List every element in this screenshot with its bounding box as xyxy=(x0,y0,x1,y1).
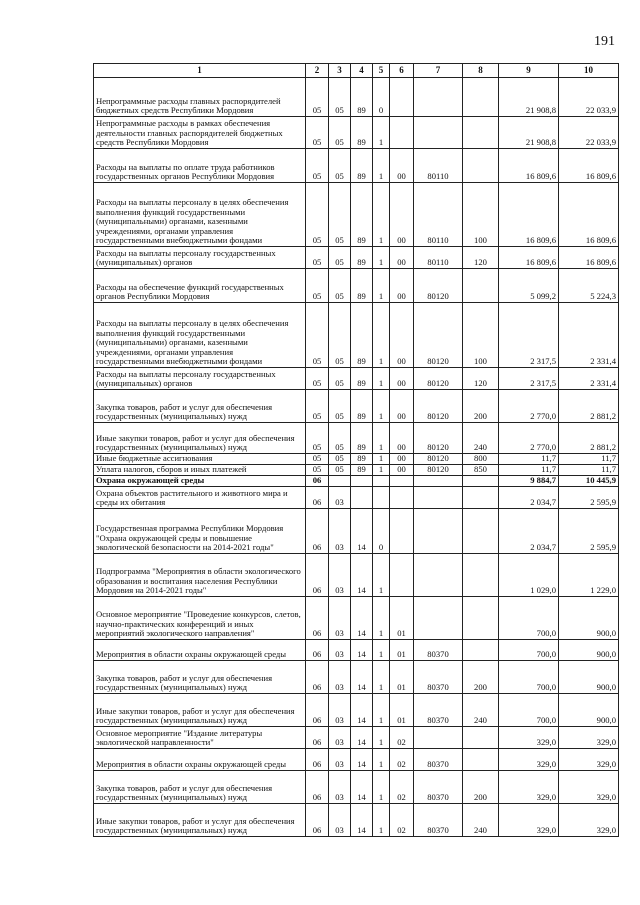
code-program-cell: 89 xyxy=(351,149,373,183)
code-subprogram-cell: 1 xyxy=(373,368,390,390)
amount-year-1-cell: 2 770,0 xyxy=(499,423,559,454)
amount-year-2-cell: 2 595,9 xyxy=(559,509,619,554)
amount-year-1-cell: 11,7 xyxy=(499,465,559,476)
code-subsection-cell: 03 xyxy=(329,749,351,771)
code-subprogram-cell: 1 xyxy=(373,465,390,476)
amount-year-2-cell: 329,0 xyxy=(559,771,619,804)
row-name-cell: Иные закупки товаров, работ и услуг для обеспечения государственных (муниципальных) нужд xyxy=(94,694,306,727)
row-name-cell: Подпрограмма "Мероприятия в области экологического образования и воспитания населения Республики Мордовия на 2014-2021 годы" xyxy=(94,554,306,597)
amount-year-1-cell: 21 908,8 xyxy=(499,117,559,149)
code-section-cell: 06 xyxy=(306,771,329,804)
code-measure-cell: 00 xyxy=(390,149,414,183)
code-program-cell: 89 xyxy=(351,454,373,465)
code-direction-cell: 80370 xyxy=(414,749,463,771)
amount-year-2-cell: 16 809,6 xyxy=(559,149,619,183)
code-section-cell: 05 xyxy=(306,390,329,423)
code-direction-cell: 80370 xyxy=(414,640,463,661)
code-subsection-cell: 05 xyxy=(329,78,351,117)
code-direction-cell xyxy=(414,476,463,487)
code-subprogram-cell: 0 xyxy=(373,509,390,554)
amount-year-1-cell: 16 809,6 xyxy=(499,247,559,269)
code-subprogram-cell: 1 xyxy=(373,694,390,727)
table-row xyxy=(94,247,619,269)
header-cell: 2 xyxy=(306,64,329,78)
code-program-cell xyxy=(351,487,373,509)
code-subprogram-cell xyxy=(373,487,390,509)
table-row xyxy=(94,509,619,554)
code-section-cell: 06 xyxy=(306,694,329,727)
row-name-cell: Мероприятия в области охраны окружающей среды xyxy=(94,749,306,771)
budget-table xyxy=(93,63,619,837)
amount-year-2-cell: 329,0 xyxy=(559,727,619,749)
table-row xyxy=(94,804,619,837)
table-row xyxy=(94,183,619,247)
code-expense-type-cell: 100 xyxy=(463,303,499,368)
code-expense-type-cell xyxy=(463,509,499,554)
code-expense-type-cell xyxy=(463,597,499,640)
code-program-cell: 14 xyxy=(351,727,373,749)
amount-year-2-cell: 16 809,6 xyxy=(559,183,619,247)
row-name-cell: Охрана окружающей среды xyxy=(94,476,306,487)
row-name-cell: Непрограммные расходы в рамках обеспечения деятельности главных распорядителей бюджетных средств Республики Мордовия xyxy=(94,117,306,149)
code-direction-cell: 80120 xyxy=(414,454,463,465)
code-direction-cell: 80370 xyxy=(414,771,463,804)
code-section-cell: 05 xyxy=(306,303,329,368)
code-subsection-cell: 03 xyxy=(329,727,351,749)
code-program-cell: 14 xyxy=(351,804,373,837)
table-row xyxy=(94,117,619,149)
amount-year-2-cell: 900,0 xyxy=(559,597,619,640)
amount-year-2-cell: 329,0 xyxy=(559,804,619,837)
header-cell: 1 xyxy=(94,64,306,78)
code-expense-type-cell xyxy=(463,640,499,661)
amount-year-1-cell: 11,7 xyxy=(499,454,559,465)
table-row xyxy=(94,269,619,303)
code-subsection-cell: 05 xyxy=(329,247,351,269)
code-subprogram-cell: 1 xyxy=(373,597,390,640)
code-program-cell: 89 xyxy=(351,183,373,247)
code-direction-cell xyxy=(414,78,463,117)
code-expense-type-cell: 120 xyxy=(463,247,499,269)
code-direction-cell: 80370 xyxy=(414,694,463,727)
code-direction-cell: 80370 xyxy=(414,661,463,694)
code-subsection-cell: 03 xyxy=(329,771,351,804)
code-expense-type-cell: 850 xyxy=(463,465,499,476)
code-subprogram-cell: 1 xyxy=(373,554,390,597)
code-program-cell: 89 xyxy=(351,368,373,390)
amount-year-2-cell: 22 033,9 xyxy=(559,117,619,149)
row-name-cell: Иные бюджетные ассигнования xyxy=(94,454,306,465)
amount-year-1-cell: 21 908,8 xyxy=(499,78,559,117)
amount-year-1-cell: 2 034,7 xyxy=(499,487,559,509)
code-measure-cell: 00 xyxy=(390,423,414,454)
amount-year-2-cell: 900,0 xyxy=(559,661,619,694)
amount-year-2-cell: 1 229,0 xyxy=(559,554,619,597)
code-section-cell: 05 xyxy=(306,465,329,476)
code-measure-cell: 01 xyxy=(390,661,414,694)
code-direction-cell xyxy=(414,597,463,640)
code-direction-cell xyxy=(414,554,463,597)
code-measure-cell: 00 xyxy=(390,183,414,247)
code-expense-type-cell xyxy=(463,476,499,487)
amount-year-2-cell: 22 033,9 xyxy=(559,78,619,117)
code-subsection-cell: 03 xyxy=(329,640,351,661)
row-name-cell: Расходы на выплаты персоналу государственных (муниципальных) органов xyxy=(94,368,306,390)
amount-year-1-cell: 2 770,0 xyxy=(499,390,559,423)
code-direction-cell: 80120 xyxy=(414,390,463,423)
code-section-cell: 05 xyxy=(306,78,329,117)
amount-year-2-cell: 5 224,3 xyxy=(559,269,619,303)
row-name-cell: Закупка товаров, работ и услуг для обеспечения государственных (муниципальных) нужд xyxy=(94,771,306,804)
row-name-cell: Иные закупки товаров, работ и услуг для обеспечения государственных (муниципальных) нужд xyxy=(94,423,306,454)
code-section-cell: 05 xyxy=(306,269,329,303)
amount-year-1-cell: 329,0 xyxy=(499,749,559,771)
code-subsection-cell: 05 xyxy=(329,368,351,390)
amount-year-1-cell: 700,0 xyxy=(499,640,559,661)
code-subprogram-cell: 0 xyxy=(373,78,390,117)
table-row xyxy=(94,390,619,423)
code-program-cell: 14 xyxy=(351,640,373,661)
code-section-cell: 05 xyxy=(306,149,329,183)
code-measure-cell xyxy=(390,509,414,554)
amount-year-1-cell: 1 029,0 xyxy=(499,554,559,597)
code-measure-cell xyxy=(390,554,414,597)
table-row xyxy=(94,771,619,804)
header-row xyxy=(94,64,619,78)
code-subsection-cell: 03 xyxy=(329,597,351,640)
table-row xyxy=(94,476,619,487)
code-section-cell: 06 xyxy=(306,509,329,554)
amount-year-2-cell: 11,7 xyxy=(559,465,619,476)
table-row xyxy=(94,423,619,454)
code-subprogram-cell: 1 xyxy=(373,749,390,771)
table-row xyxy=(94,694,619,727)
code-expense-type-cell: 800 xyxy=(463,454,499,465)
code-measure-cell xyxy=(390,117,414,149)
code-program-cell: 89 xyxy=(351,423,373,454)
code-subsection-cell: 05 xyxy=(329,423,351,454)
code-expense-type-cell: 100 xyxy=(463,183,499,247)
code-subsection-cell: 05 xyxy=(329,454,351,465)
code-program-cell: 14 xyxy=(351,554,373,597)
code-subsection-cell: 03 xyxy=(329,661,351,694)
amount-year-1-cell: 700,0 xyxy=(499,597,559,640)
amount-year-1-cell: 16 809,6 xyxy=(499,183,559,247)
code-expense-type-cell: 200 xyxy=(463,390,499,423)
code-program-cell xyxy=(351,476,373,487)
code-subsection-cell xyxy=(329,476,351,487)
amount-year-2-cell: 900,0 xyxy=(559,694,619,727)
code-expense-type-cell: 240 xyxy=(463,423,499,454)
row-name-cell: Расходы на выплаты персоналу государственных (муниципальных) органов xyxy=(94,247,306,269)
code-measure-cell: 00 xyxy=(390,454,414,465)
code-measure-cell xyxy=(390,476,414,487)
amount-year-1-cell: 2 317,5 xyxy=(499,368,559,390)
code-subsection-cell: 03 xyxy=(329,487,351,509)
amount-year-1-cell: 329,0 xyxy=(499,804,559,837)
code-subprogram-cell: 1 xyxy=(373,804,390,837)
code-direction-cell xyxy=(414,487,463,509)
code-subprogram-cell: 1 xyxy=(373,390,390,423)
table-row xyxy=(94,554,619,597)
code-expense-type-cell xyxy=(463,78,499,117)
row-name-cell: Непрограммные расходы главных распорядителей бюджетных средств Республики Мордовия xyxy=(94,78,306,117)
amount-year-2-cell: 329,0 xyxy=(559,749,619,771)
amount-year-2-cell: 2 331,4 xyxy=(559,368,619,390)
code-section-cell: 06 xyxy=(306,727,329,749)
row-name-cell: Уплата налогов, сборов и иных платежей xyxy=(94,465,306,476)
code-subprogram-cell: 1 xyxy=(373,149,390,183)
amount-year-1-cell: 329,0 xyxy=(499,771,559,804)
code-program-cell: 89 xyxy=(351,117,373,149)
code-section-cell: 06 xyxy=(306,661,329,694)
table-row xyxy=(94,749,619,771)
row-name-cell: Расходы на обеспечение функций государственных органов Республики Мордовия xyxy=(94,269,306,303)
table-row xyxy=(94,303,619,368)
table-row xyxy=(94,640,619,661)
row-name-cell: Расходы на выплаты по оплате труда работников государственных органов Республики Мордовия xyxy=(94,149,306,183)
table-row xyxy=(94,727,619,749)
code-measure-cell: 00 xyxy=(390,465,414,476)
code-direction-cell: 80120 xyxy=(414,303,463,368)
code-expense-type-cell: 200 xyxy=(463,771,499,804)
amount-year-1-cell: 9 884,7 xyxy=(499,476,559,487)
code-measure-cell: 00 xyxy=(390,390,414,423)
code-measure-cell: 00 xyxy=(390,247,414,269)
amount-year-1-cell: 329,0 xyxy=(499,727,559,749)
code-measure-cell: 01 xyxy=(390,694,414,727)
code-section-cell: 06 xyxy=(306,487,329,509)
code-subprogram-cell: 1 xyxy=(373,183,390,247)
header-cell: 5 xyxy=(373,64,390,78)
code-program-cell: 14 xyxy=(351,694,373,727)
code-expense-type-cell xyxy=(463,117,499,149)
code-measure-cell: 02 xyxy=(390,804,414,837)
code-program-cell: 89 xyxy=(351,247,373,269)
code-program-cell: 14 xyxy=(351,771,373,804)
code-program-cell: 89 xyxy=(351,303,373,368)
code-expense-type-cell: 240 xyxy=(463,694,499,727)
row-name-cell: Иные закупки товаров, работ и услуг для обеспечения государственных (муниципальных) нужд xyxy=(94,804,306,837)
code-program-cell: 14 xyxy=(351,749,373,771)
code-direction-cell xyxy=(414,117,463,149)
code-measure-cell: 00 xyxy=(390,303,414,368)
code-program-cell: 89 xyxy=(351,269,373,303)
row-name-cell: Расходы на выплаты персоналу в целях обеспечения выполнения функций государственными (муниципальными) органами, казенными учреждениями, органами управления государственными внебюджетными фондами xyxy=(94,303,306,368)
table-row xyxy=(94,368,619,390)
code-expense-type-cell xyxy=(463,269,499,303)
code-section-cell: 06 xyxy=(306,597,329,640)
code-program-cell: 89 xyxy=(351,390,373,423)
code-subsection-cell: 03 xyxy=(329,804,351,837)
code-expense-type-cell: 200 xyxy=(463,661,499,694)
code-measure-cell: 01 xyxy=(390,640,414,661)
code-subsection-cell: 05 xyxy=(329,117,351,149)
amount-year-2-cell: 2 331,4 xyxy=(559,303,619,368)
code-measure-cell: 01 xyxy=(390,597,414,640)
header-cell: 7 xyxy=(414,64,463,78)
code-direction-cell: 80120 xyxy=(414,269,463,303)
code-measure-cell: 00 xyxy=(390,368,414,390)
code-direction-cell: 80110 xyxy=(414,183,463,247)
amount-year-2-cell: 2 881,2 xyxy=(559,423,619,454)
code-direction-cell: 80370 xyxy=(414,804,463,837)
amount-year-2-cell: 2 881,2 xyxy=(559,390,619,423)
code-section-cell: 06 xyxy=(306,640,329,661)
code-section-cell: 05 xyxy=(306,247,329,269)
code-subprogram-cell: 1 xyxy=(373,423,390,454)
code-subsection-cell: 05 xyxy=(329,149,351,183)
code-expense-type-cell xyxy=(463,149,499,183)
code-program-cell: 14 xyxy=(351,509,373,554)
amount-year-2-cell: 900,0 xyxy=(559,640,619,661)
code-subprogram-cell: 1 xyxy=(373,661,390,694)
header-cell: 6 xyxy=(390,64,414,78)
row-name-cell: Основное мероприятие "Проведение конкурсов, слетов, научно-практических конференций и иных мероприятий экологического направления" xyxy=(94,597,306,640)
code-section-cell: 05 xyxy=(306,117,329,149)
code-section-cell: 06 xyxy=(306,476,329,487)
table-row xyxy=(94,465,619,476)
row-name-cell: Охрана объектов растительного и животного мира и среды их обитания xyxy=(94,487,306,509)
code-subprogram-cell: 1 xyxy=(373,771,390,804)
code-section-cell: 06 xyxy=(306,749,329,771)
code-subprogram-cell: 1 xyxy=(373,117,390,149)
row-name-cell: Мероприятия в области охраны окружающей среды xyxy=(94,640,306,661)
row-name-cell: Закупка товаров, работ и услуг для обеспечения государственных (муниципальных) нужд xyxy=(94,390,306,423)
row-name-cell: Государственная программа Республики Мордовия "Охрана окружающей среды и повышение экологической безопасности на 2014-2021 годы" xyxy=(94,509,306,554)
code-program-cell: 89 xyxy=(351,78,373,117)
code-subsection-cell: 03 xyxy=(329,554,351,597)
table-row xyxy=(94,487,619,509)
code-direction-cell xyxy=(414,727,463,749)
code-direction-cell: 80120 xyxy=(414,465,463,476)
code-direction-cell xyxy=(414,509,463,554)
table-header xyxy=(94,64,619,78)
code-subsection-cell: 05 xyxy=(329,183,351,247)
code-measure-cell xyxy=(390,78,414,117)
code-section-cell: 05 xyxy=(306,368,329,390)
amount-year-1-cell: 2 034,7 xyxy=(499,509,559,554)
row-name-cell: Закупка товаров, работ и услуг для обеспечения государственных (муниципальных) нужд xyxy=(94,661,306,694)
amount-year-1-cell: 700,0 xyxy=(499,694,559,727)
amount-year-1-cell: 5 099,2 xyxy=(499,269,559,303)
code-expense-type-cell xyxy=(463,487,499,509)
code-program-cell: 14 xyxy=(351,661,373,694)
table-row xyxy=(94,149,619,183)
code-section-cell: 05 xyxy=(306,423,329,454)
code-measure-cell: 02 xyxy=(390,771,414,804)
table-row xyxy=(94,661,619,694)
code-program-cell: 89 xyxy=(351,465,373,476)
code-section-cell: 05 xyxy=(306,454,329,465)
row-name-cell: Основное мероприятие "Издание литературы экологической направленности" xyxy=(94,727,306,749)
code-direction-cell: 80120 xyxy=(414,423,463,454)
header-cell: 8 xyxy=(463,64,499,78)
amount-year-1-cell: 2 317,5 xyxy=(499,303,559,368)
code-subsection-cell: 03 xyxy=(329,694,351,727)
amount-year-2-cell: 11,7 xyxy=(559,454,619,465)
code-subprogram-cell: 1 xyxy=(373,269,390,303)
code-subprogram-cell: 1 xyxy=(373,727,390,749)
code-direction-cell: 80120 xyxy=(414,368,463,390)
code-subprogram-cell: 1 xyxy=(373,640,390,661)
amount-year-2-cell: 2 595,9 xyxy=(559,487,619,509)
row-name-cell: Расходы на выплаты персоналу в целях обеспечения выполнения функций государственными (муниципальными) органами, казенными учреждениями, органами управления государственными внебюджетными фондами xyxy=(94,183,306,247)
code-direction-cell: 80110 xyxy=(414,149,463,183)
code-expense-type-cell: 240 xyxy=(463,804,499,837)
code-measure-cell: 02 xyxy=(390,749,414,771)
table-row xyxy=(94,454,619,465)
amount-year-1-cell: 700,0 xyxy=(499,661,559,694)
code-measure-cell xyxy=(390,487,414,509)
page-number: 191 xyxy=(594,34,615,49)
amount-year-2-cell: 16 809,6 xyxy=(559,247,619,269)
code-subprogram-cell: 1 xyxy=(373,247,390,269)
code-subsection-cell: 05 xyxy=(329,269,351,303)
code-expense-type-cell xyxy=(463,749,499,771)
code-section-cell: 05 xyxy=(306,183,329,247)
amount-year-1-cell: 16 809,6 xyxy=(499,149,559,183)
code-subprogram-cell: 1 xyxy=(373,303,390,368)
code-subprogram-cell xyxy=(373,476,390,487)
code-subsection-cell: 05 xyxy=(329,390,351,423)
code-subsection-cell: 05 xyxy=(329,465,351,476)
code-expense-type-cell xyxy=(463,554,499,597)
header-cell: 9 xyxy=(499,64,559,78)
header-cell: 4 xyxy=(351,64,373,78)
code-expense-type-cell: 120 xyxy=(463,368,499,390)
table-row xyxy=(94,597,619,640)
code-subprogram-cell: 1 xyxy=(373,454,390,465)
table-body xyxy=(94,78,619,837)
code-measure-cell: 02 xyxy=(390,727,414,749)
code-expense-type-cell xyxy=(463,727,499,749)
code-direction-cell: 80110 xyxy=(414,247,463,269)
header-cell: 10 xyxy=(559,64,619,78)
code-subsection-cell: 03 xyxy=(329,509,351,554)
amount-year-2-cell: 10 445,9 xyxy=(559,476,619,487)
code-measure-cell: 00 xyxy=(390,269,414,303)
code-subsection-cell: 05 xyxy=(329,303,351,368)
code-section-cell: 06 xyxy=(306,804,329,837)
header-cell: 3 xyxy=(329,64,351,78)
code-section-cell: 06 xyxy=(306,554,329,597)
table-row xyxy=(94,78,619,117)
code-program-cell: 14 xyxy=(351,597,373,640)
